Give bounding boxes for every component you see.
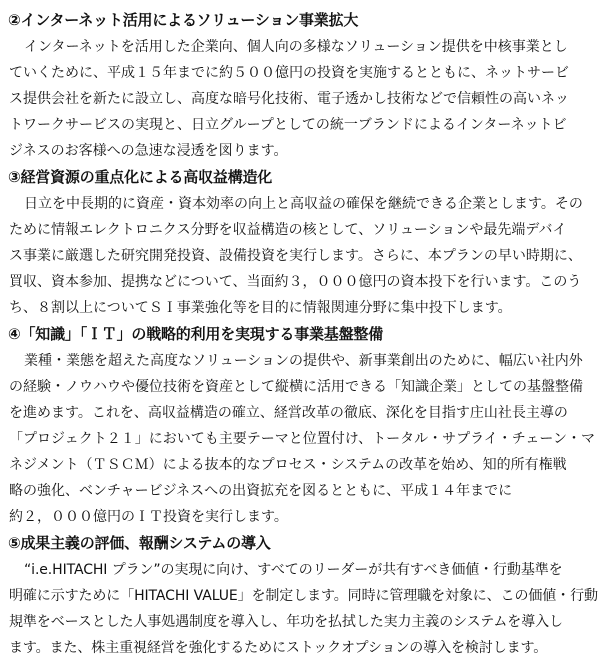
paragraph-line: ス提供会社を新たに設立し、高度な暗号化技術、電子透かし技術などで信頼性の高いネッ <box>9 91 569 107</box>
paragraph-line: 「プロジェクト２１」においても主要テーマと位置付け、トータル・サプライ・チェーン・マ <box>9 431 596 447</box>
paragraph-line: ていくために、平成１５年までに約５００億円の投資を実施するとともに、ネットサービ <box>9 65 569 81</box>
paragraph-line: ネジメント（ＴＳＣＭ）による抜本的なプロセス・システムの改革を始め、知的所有権戦 <box>9 457 567 473</box>
section-heading: ③経営資源の重点化による高収益構造化 <box>8 168 273 186</box>
paragraph-line: トワークサービスの実現と、日立グループとしての統一ブランドによるインターネットビ <box>9 117 567 133</box>
paragraph-line: ために情報エレクトロニクス分野を収益構造の核として、ソリューションや最先端デバイ <box>9 222 567 238</box>
paragraph-line: を進めます。これを、高収益構造の確立、経営改革の徹底、深化を目指す庄山社長主導の <box>9 405 568 421</box>
section-heading: ②インターネット活用によるソリューション事業拡大 <box>8 11 359 29</box>
paragraph-line: 規準をベースとした人事処遇制度を導入し、年功を払拭した実力主義のシステムを導入し <box>9 614 563 630</box>
paragraph-line: ます。また、株主重視経営を強化するためにストックオプションの導入を検討します。 <box>9 640 548 656</box>
paragraph-line: “i.e.HITACHI プラン”の実現に向け、すべてのリーダーが共有すべき価値・行動基準を <box>24 562 563 578</box>
paragraph-line: 買収、資本参加、提携などについて、当面約３，０００億円の資本投下を行います。このう <box>9 274 582 290</box>
paragraph-line: の経験・ノウハウや優位技術を資産として縦横に活用できる「知識企業」としての基盤整備 <box>9 379 583 395</box>
paragraph-line: 日立を中長期的に資産・資本効率の向上と高収益の確保を継続できる企業とします。その <box>24 196 583 212</box>
paragraph-line: ス事業に厳選した研究開発投資、設備投資を実行します。さらに、本プランの早い時期に、 <box>9 248 582 264</box>
paragraph-line: 業種・業態を超えた高度なソリューションの提供や、新事業創出のために、幅広い社内外 <box>24 353 583 369</box>
paragraph-line: ジネスのお客様への急速な浸透を図ります。 <box>9 143 288 159</box>
section-heading: ⑤成果主義の評価、報酬システムの導入 <box>8 534 271 552</box>
paragraph-line: 略の強化、ベンチャービジネスへの出資拡充を図るとともに、平成１４年までに <box>9 483 513 499</box>
paragraph-line: 約２，０００億円のＩＴ投資を実行します。 <box>9 509 288 525</box>
paragraph-line: 明確に示すために「HITACHI VALUE」を制定します。同時に管理職を対象に、この価値・行動 <box>9 588 598 604</box>
paragraph-line: インターネットを活用した企業向、個人向の多様なソリューション提供を中核事業とし <box>24 39 568 55</box>
section-heading: ④「知識」「ＩＴ」の戦略的利用を実現する事業基盤整備 <box>8 325 384 343</box>
paragraph-line: ち、８割以上についてＳＩ事業強化等を目的に情報関連分野に集中投下します。 <box>9 300 512 316</box>
